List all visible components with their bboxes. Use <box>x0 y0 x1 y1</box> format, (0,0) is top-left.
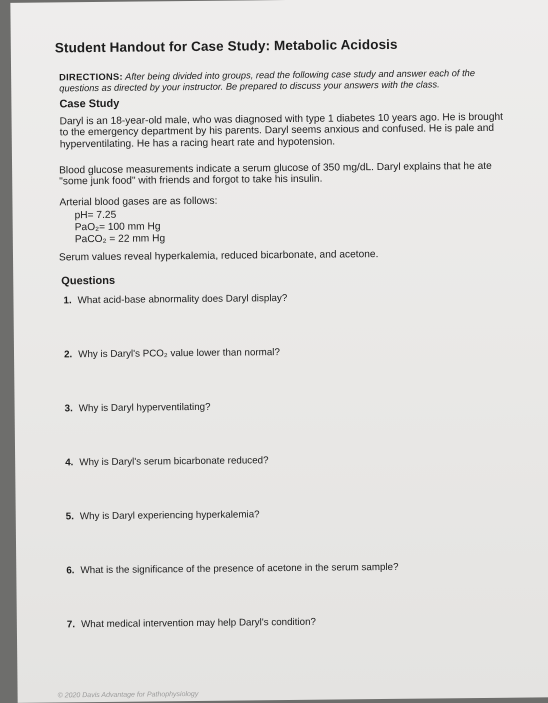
handout-title: Student Handout for Case Study: Metabolic Acidosis <box>54 36 398 56</box>
question-4 <box>65 455 268 468</box>
blood-gas-ph: pH= 7.25 <box>74 209 117 222</box>
case-study-heading: Case Study <box>59 97 120 111</box>
question-number: 2. <box>63 349 73 361</box>
question-text: What is the significance of the presence of acetone in the serum sample? <box>80 561 399 577</box>
question-number: 7. <box>66 619 76 631</box>
question-text: What medical intervention may help Daryl's condition? <box>80 616 317 631</box>
question-number: 4. <box>65 457 74 469</box>
blood-gas-paco2: PaCO₂ = 22 mm Hg <box>74 233 166 246</box>
handout-page <box>10 0 548 703</box>
case-paragraph-3: Arterial blood gases are as follows: <box>59 195 218 209</box>
directions-text: After being divided into groups, read the following case study and answer each of the questions as directed by your instructor. Be prepared to discuss your answers with the class. <box>59 68 476 94</box>
directions <box>59 68 499 95</box>
question-text: Why is Daryl's serum bicarbonate reduced? <box>79 455 269 469</box>
directions-label: DIRECTIONS: <box>59 71 123 83</box>
case-paragraph-1: Daryl is an 18-year-old male, who was diagnosed with type 1 diabetes 10 years ago. He is brought to the emergency department by his parents. Daryl seems anxious and confused. He is pale and hyperventilating. He has a racing heart rate and hypotension. <box>59 111 504 151</box>
question-7 <box>67 617 316 631</box>
question-3 <box>65 402 211 415</box>
copyright-footer: © 2020 Davis Advantage for Pathophysiology <box>57 690 199 700</box>
question-number: 6. <box>66 565 75 577</box>
question-2 <box>64 347 280 360</box>
questions-heading: Questions <box>61 274 116 288</box>
question-text: What acid-base abnormality does Daryl display? <box>77 293 288 307</box>
question-6 <box>66 562 398 576</box>
question-5 <box>66 509 260 522</box>
question-text: Why is Daryl hyperventilating? <box>78 401 211 415</box>
question-number: 5. <box>65 511 74 523</box>
question-number: 3. <box>64 403 73 415</box>
case-paragraph-2: Blood glucose measurements indicate a serum glucose of 350 mg/dL. Daryl explains that he ate "some junk food" with friends and forgot to take his insulin. <box>59 160 492 188</box>
blood-gas-pao2: PaO₂= 100 mm Hg <box>74 221 161 234</box>
question-1 <box>63 293 287 306</box>
question-number: 1. <box>63 295 72 307</box>
question-text: Why is Daryl's PCO₂ value lower than normal? <box>78 347 280 361</box>
question-text: Why is Daryl experiencing hyperkalemia? <box>79 509 260 523</box>
case-paragraph-4: Serum values reveal hyperkalemia, reduced bicarbonate, and acetone. <box>58 249 379 264</box>
